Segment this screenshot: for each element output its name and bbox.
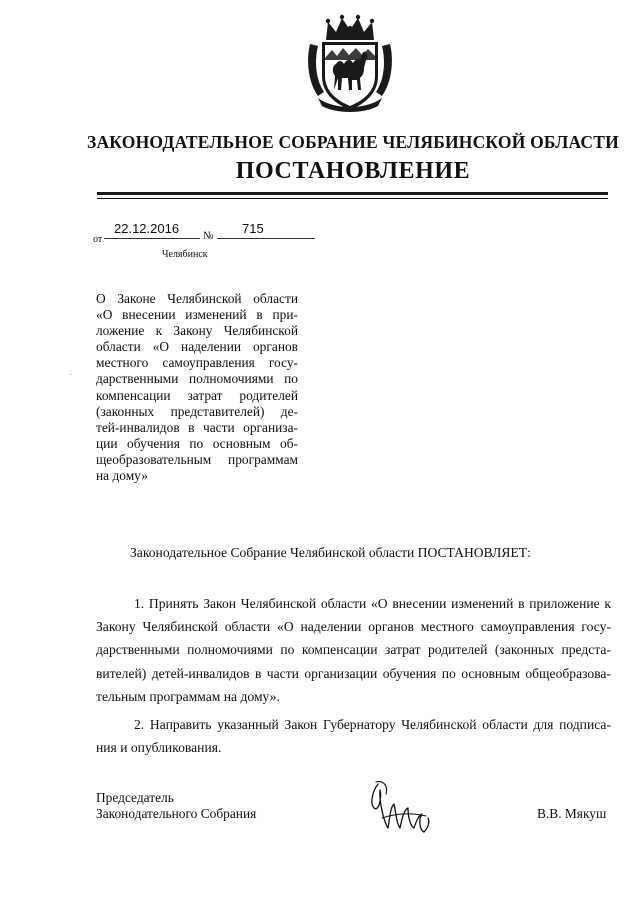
subject-line: ложение к Закону Челябинской <box>96 323 298 339</box>
document-date: 22.12.2016 <box>114 221 180 236</box>
subject-block <box>96 291 298 484</box>
handwritten-signature <box>364 778 436 842</box>
signatory-name: В.В. Мякуш <box>537 806 607 821</box>
header-rule-thick <box>97 192 608 195</box>
subject-line: дарственными полномочиями по <box>96 371 298 387</box>
number-underline <box>217 238 315 239</box>
paragraph-line: тельным программам на дому». <box>96 688 280 704</box>
resolution-item-2 <box>96 713 611 759</box>
city-label: Челябинск <box>162 249 208 260</box>
resolution-item-1 <box>96 592 611 708</box>
paragraph-line: ния и опубликования. <box>96 740 222 756</box>
subject-line: компенсации затрат родителей <box>96 387 298 403</box>
organization-title: ЗАКОНОДАТЕЛЬНОЕ СОБРАНИЕ ЧЕЛЯБИНСКОЙ ОБЛАСТИ <box>87 132 619 152</box>
subject-line: щеобразовательным программам <box>96 451 298 467</box>
subject-line: О Законе Челябинской области <box>96 291 298 306</box>
subject-line: на дому» <box>96 468 148 484</box>
margin-mark: · <box>69 370 73 381</box>
subject-line: области «О наделении органов <box>96 339 298 355</box>
signatory-title-line2: Законодательного Собрания <box>96 806 257 821</box>
subject-line: ции обучения по основным об- <box>96 435 298 451</box>
subject-line: тей-инвалидов в части организа- <box>96 419 298 435</box>
paragraph-line: дарственными полномочиями по компенсации затрат родителей (законных предста- <box>96 642 611 658</box>
signatory-title-line1: Председатель <box>96 790 174 805</box>
coat-of-arms-emblem <box>304 10 396 118</box>
number-label: № <box>203 230 214 242</box>
document-type-heading: ПОСТАНОВЛЕНИЕ <box>235 158 471 184</box>
document-number: 715 <box>242 221 264 236</box>
date-underline <box>104 238 200 239</box>
paragraph-line: Закону Челябинской области «О наделении органов местного самоуправления госу- <box>96 619 611 635</box>
subject-line: (законных представителей) де- <box>96 403 298 419</box>
subject-line: «О внесении изменений в при- <box>96 307 298 323</box>
paragraph-line: 2. Направить указанный Закон Губернатору Челябинской области для подписа- <box>134 717 611 732</box>
resolution-statement: Законодательное Собрание Челябинской области ПОСТАНОВЛЯЕТ: <box>130 545 531 560</box>
paragraph-line: 1. Принять Закон Челябинской области «О внесении изменений в приложение к <box>134 596 611 611</box>
subject-line: местного самоуправления госу- <box>96 355 298 371</box>
paragraph-line: вителей) детей-инвалидов в части организации обучения по основным общеобразова- <box>96 665 611 681</box>
header-rule-thin <box>97 198 608 199</box>
date-from-label: от <box>93 234 103 245</box>
